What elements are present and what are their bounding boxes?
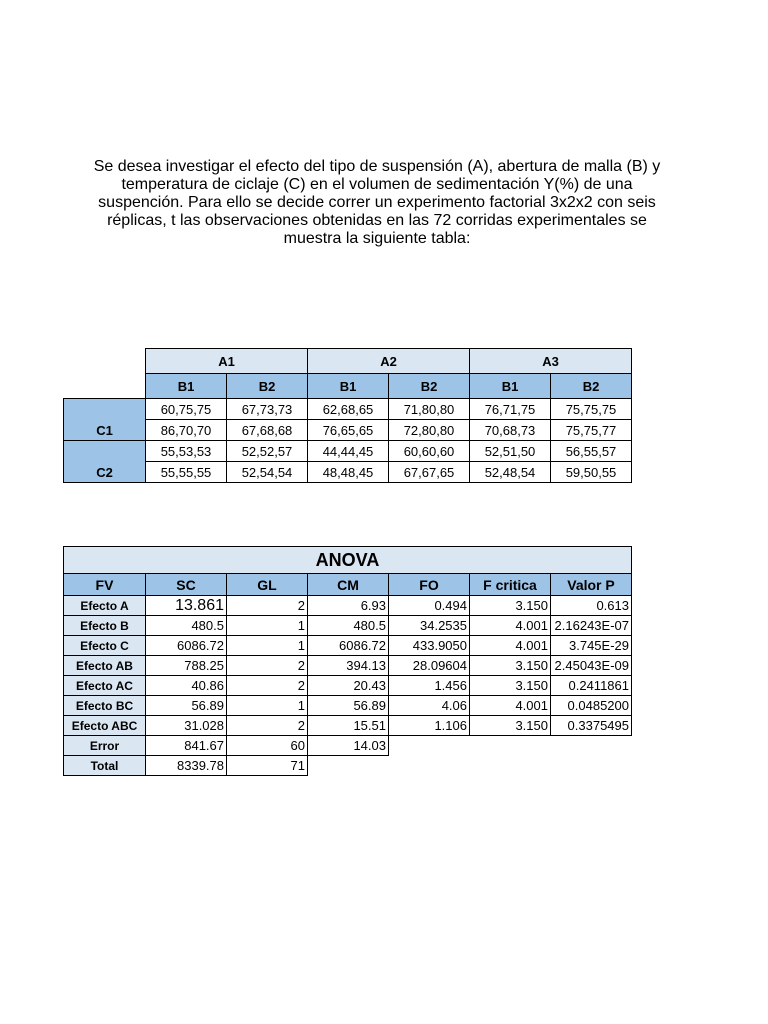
data-cell: 76,65,65 <box>308 420 389 441</box>
header-b2: B2 <box>551 374 632 399</box>
column-header: Valor P <box>551 574 632 596</box>
fo-cell: 433.9050 <box>389 636 470 656</box>
fo-cell: 1.106 <box>389 716 470 736</box>
pvalue-cell: 0.613 <box>551 596 632 616</box>
sc-cell: 40.86 <box>146 676 227 696</box>
header-b1: B1 <box>308 374 389 399</box>
cm-cell: 14.03 <box>308 736 389 756</box>
sc-cell: 480.5 <box>146 616 227 636</box>
empty-cell <box>389 736 632 756</box>
sc-cell: 56.89 <box>146 696 227 716</box>
cm-cell: 20.43 <box>308 676 389 696</box>
data-cell: 70,68,73 <box>470 420 551 441</box>
data-cell: 62,68,65 <box>308 399 389 420</box>
corner-cell <box>64 374 146 399</box>
sc-cell: 6086.72 <box>146 636 227 656</box>
sc-cell: 13.861 <box>146 596 227 616</box>
row-label: Total <box>64 756 146 776</box>
fcrit-cell: 4.001 <box>470 636 551 656</box>
table-row <box>64 756 632 776</box>
data-cell: 60,60,60 <box>389 441 470 462</box>
header-a1: A1 <box>146 349 308 374</box>
column-header: GL <box>227 574 308 596</box>
fcrit-cell: 3.150 <box>470 596 551 616</box>
column-header: F critica <box>470 574 551 596</box>
row-label: Efecto BC <box>64 696 146 716</box>
table-row <box>64 420 632 441</box>
pvalue-cell: 0.3375495 <box>551 716 632 736</box>
header-b1: B1 <box>146 374 227 399</box>
pvalue-cell: 0.0485200 <box>551 696 632 716</box>
data-cell: 75,75,75 <box>551 399 632 420</box>
sc-cell: 31.028 <box>146 716 227 736</box>
gl-cell: 60 <box>227 736 308 756</box>
row-label: Efecto AB <box>64 656 146 676</box>
row-label-c2: C2 <box>64 441 146 483</box>
row-label: Efecto ABC <box>64 716 146 736</box>
fcrit-cell: 3.150 <box>470 656 551 676</box>
anova-table <box>63 546 632 776</box>
pvalue-cell: 2.16243E-07 <box>551 616 632 636</box>
statement-line: muestra la siguiente tabla: <box>283 230 471 247</box>
table-row <box>64 636 632 656</box>
statement-line: temperatura de ciclaje (C) en el volumen de sedimentación Y(%) de una <box>121 176 633 193</box>
pvalue-cell: 2.45043E-09 <box>551 656 632 676</box>
anova-title: ANOVA <box>64 547 632 574</box>
cm-cell: 6086.72 <box>308 636 389 656</box>
statement-line: réplicas, t las observaciones obtenidas en las 72 corridas experimentales se <box>107 212 647 229</box>
fo-cell: 4.06 <box>389 696 470 716</box>
gl-cell: 71 <box>227 756 308 776</box>
row-label: Error <box>64 736 146 756</box>
data-cell: 86,70,70 <box>146 420 227 441</box>
problem-statement <box>60 158 694 248</box>
table-row <box>64 399 632 420</box>
cm-cell: 6.93 <box>308 596 389 616</box>
header-b2: B2 <box>389 374 470 399</box>
table-row <box>64 441 632 462</box>
data-cell: 52,54,54 <box>227 462 308 483</box>
cm-cell: 480.5 <box>308 616 389 636</box>
pvalue-cell: 3.745E-29 <box>551 636 632 656</box>
anova-header-row <box>64 574 632 596</box>
corner-cell <box>64 349 146 374</box>
data-cell: 55,53,53 <box>146 441 227 462</box>
data-cell: 76,71,75 <box>470 399 551 420</box>
pvalue-cell: 0.2411861 <box>551 676 632 696</box>
fo-cell: 1.456 <box>389 676 470 696</box>
gl-cell: 2 <box>227 676 308 696</box>
header-b2: B2 <box>227 374 308 399</box>
fcrit-cell: 3.150 <box>470 676 551 696</box>
data-cell: 44,44,45 <box>308 441 389 462</box>
gl-cell: 1 <box>227 696 308 716</box>
fo-cell: 28.09604 <box>389 656 470 676</box>
gl-cell: 1 <box>227 616 308 636</box>
fo-cell: 34.2535 <box>389 616 470 636</box>
header-a2: A2 <box>308 349 470 374</box>
data-cell: 59,50,55 <box>551 462 632 483</box>
table-row <box>64 696 632 716</box>
fo-cell: 0.494 <box>389 596 470 616</box>
table-row <box>64 676 632 696</box>
gl-cell: 2 <box>227 596 308 616</box>
table-row <box>64 736 632 756</box>
table-row <box>64 616 632 636</box>
gl-cell: 1 <box>227 636 308 656</box>
data-cell: 67,73,73 <box>227 399 308 420</box>
factorial-data-table <box>63 348 632 483</box>
fcrit-cell: 4.001 <box>470 616 551 636</box>
gl-cell: 2 <box>227 716 308 736</box>
gl-cell: 2 <box>227 656 308 676</box>
column-header: FV <box>64 574 146 596</box>
header-a3: A3 <box>470 349 632 374</box>
table-row <box>64 716 632 736</box>
data-cell: 56,55,57 <box>551 441 632 462</box>
table-row <box>64 656 632 676</box>
sc-cell: 788.25 <box>146 656 227 676</box>
table-row <box>64 596 632 616</box>
data-cell: 52,51,50 <box>470 441 551 462</box>
data-cell: 71,80,80 <box>389 399 470 420</box>
cm-cell: 15.51 <box>308 716 389 736</box>
data-cell: 67,67,65 <box>389 462 470 483</box>
row-label: Efecto A <box>64 596 146 616</box>
row-label: Efecto C <box>64 636 146 656</box>
cm-cell: 56.89 <box>308 696 389 716</box>
column-header: CM <box>308 574 389 596</box>
row-label-c1: C1 <box>64 399 146 441</box>
data-cell: 52,52,57 <box>227 441 308 462</box>
row-label: Efecto AC <box>64 676 146 696</box>
statement-line: Se desea investigar el efecto del tipo de suspensión (A), abertura de malla (B) y <box>93 158 661 175</box>
empty-cell <box>308 756 632 776</box>
table-row <box>64 462 632 483</box>
data-cell: 67,68,68 <box>227 420 308 441</box>
row-label: Efecto B <box>64 616 146 636</box>
sc-cell: 8339.78 <box>146 756 227 776</box>
fcrit-cell: 4.001 <box>470 696 551 716</box>
data-cell: 52,48,54 <box>470 462 551 483</box>
cm-cell: 394.13 <box>308 656 389 676</box>
data-cell: 75,75,77 <box>551 420 632 441</box>
data-cell: 72,80,80 <box>389 420 470 441</box>
data-cell: 55,55,55 <box>146 462 227 483</box>
header-b1: B1 <box>470 374 551 399</box>
column-header: SC <box>146 574 227 596</box>
fcrit-cell: 3.150 <box>470 716 551 736</box>
data-cell: 48,48,45 <box>308 462 389 483</box>
sc-cell: 841.67 <box>146 736 227 756</box>
column-header: FO <box>389 574 470 596</box>
data-cell: 60,75,75 <box>146 399 227 420</box>
statement-line: suspención. Para ello se decide correr un experimento factorial 3x2x2 con seis <box>98 194 656 211</box>
